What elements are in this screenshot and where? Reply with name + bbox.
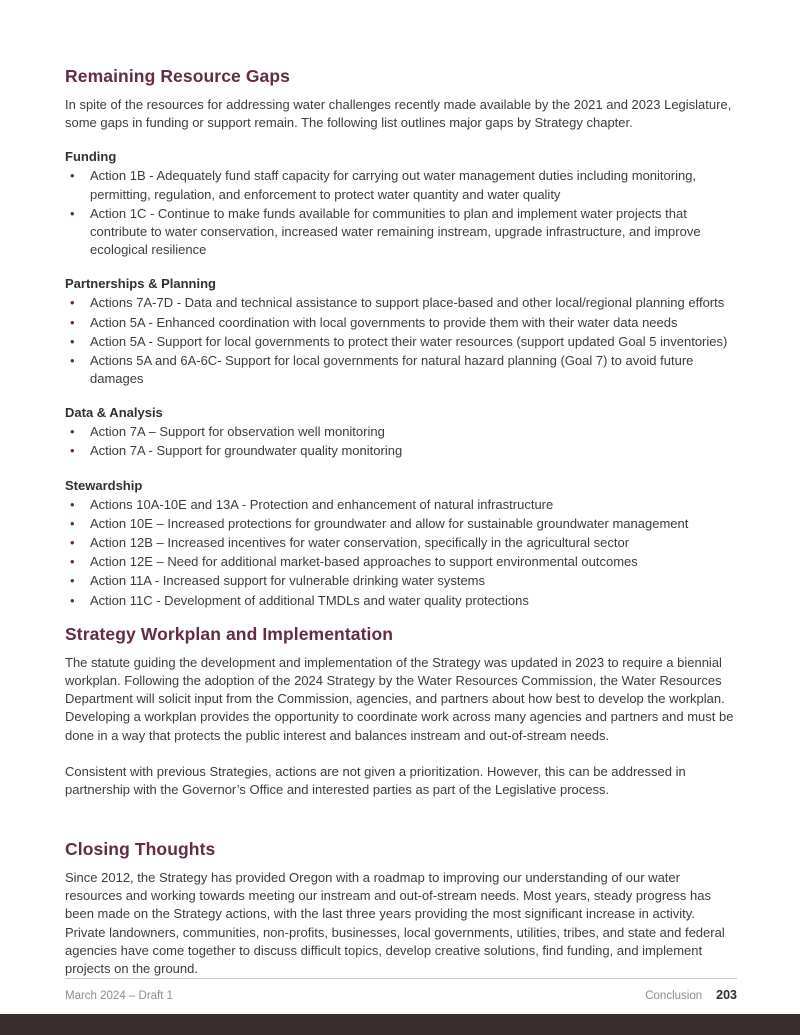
footer-section-label: Conclusion xyxy=(645,990,703,1002)
list-item: • Actions 7A-7D - Data and technical assistance to support place-based and other local/regional planning efforts xyxy=(65,294,737,312)
gaps-intro-paragraph: In spite of the resources for addressing water challenges recently made available by the 2021 and 2023 Legislature, some gaps in funding or support remain. The following list outlines major gaps by Strategy chapter. xyxy=(65,97,732,131)
funding-list xyxy=(65,167,737,259)
list-item: • Action 7A - Support for groundwater quality monitoring xyxy=(65,442,737,460)
subheading-stewardship: Stewardship xyxy=(65,477,143,493)
list-item: • Action 11C - Development of additional TMDLs and water quality protections xyxy=(65,592,737,610)
list-item: • Action 5A - Support for local governments to protect their water resources (support updated Goal 5 inventories) xyxy=(65,333,737,351)
footer-page-number: 203 xyxy=(716,988,737,1002)
list-item: • Action 12B – Increased incentives for water conservation, specifically in the agricultural sector xyxy=(65,534,737,552)
subheading-funding: Funding xyxy=(65,149,117,165)
workplan-paragraph-1: The statute guiding the development and implementation of the Strategy was updated in 2023 to require a biennial workplan. Following the adoption of the 2024 Strategy by the Water Resources Commission, the Water Resources Department will solicit input from the Commission, agencies, and partners about how best to develop the workplan. Developing a workplan provides the opportunity to coordinate work across many agencies and partners and must be done in a way that protects the public interest and balances instream and out-of-stream needs. xyxy=(65,654,734,743)
page-content xyxy=(65,66,737,992)
list-item: • Action 1B - Adequately fund staff capacity for carrying out water management duties including monitoring, permitting, regulation, and enforcement to protect water quantity and water quality xyxy=(65,167,737,203)
closing-paragraph: Since 2012, the Strategy has provided Oregon with a roadmap to improving our understanding of our water resources and working towards meeting our instream and out-of-stream needs. Most years, steady progress has been made on the Strategy actions, with the last three years providing the most significant increase in activity. Private landowners, communities, non-profits, businesses, local governments, utilities, tribes, and state and federal agencies have come together to discuss difficult topics, develop creative solutions, find funding, and implement projects on the ground. xyxy=(65,870,725,976)
list-item: • Action 10E – Increased protections for groundwater and allow for sustainable groundwater management xyxy=(65,515,737,533)
bottom-color-bar xyxy=(0,1014,800,1035)
data-analysis-list xyxy=(65,423,737,460)
list-item: • Action 1C - Continue to make funds available for communities to plan and implement water projects that contribute to water conservation, increased water remaining instream, upgrade infrastructure, and improve ecological resilience xyxy=(65,205,737,260)
heading-closing-thoughts: Closing Thoughts xyxy=(65,839,216,860)
footer-date: March 2024 – Draft 1 xyxy=(65,990,174,1002)
footer-right-group xyxy=(645,988,737,1002)
heading-strategy-workplan: Strategy Workplan and Implementation xyxy=(65,623,394,644)
workplan-paragraph-2: Consistent with previous Strategies, actions are not given a prioritization. However, this can be addressed in partnership with the Governor’s Office and interested parties as part of the Legislative process. xyxy=(65,763,686,797)
list-item: • Action 7A – Support for observation well monitoring xyxy=(65,423,737,441)
list-item: • Actions 5A and 6A-6C- Support for local governments for natural hazard planning (Goal 7) to avoid future damages xyxy=(65,352,737,388)
partnerships-planning-list xyxy=(65,294,737,388)
list-item: • Action 5A - Enhanced coordination with local governments to provide them with their water data needs xyxy=(65,314,737,332)
stewardship-list xyxy=(65,496,737,610)
list-item: • Action 11A - Increased support for vulnerable drinking water systems xyxy=(65,572,737,590)
heading-remaining-resource-gaps: Remaining Resource Gaps xyxy=(65,66,291,86)
list-item: • Action 12E – Need for additional market-based approaches to support environmental outcomes xyxy=(65,553,737,571)
subheading-data-analysis: Data & Analysis xyxy=(65,405,163,421)
subheading-partnerships-planning: Partnerships & Planning xyxy=(65,276,216,292)
list-item: • Actions 10A-10E and 13A - Protection and enhancement of natural infrastructure xyxy=(65,496,737,514)
page-footer xyxy=(65,978,737,1002)
